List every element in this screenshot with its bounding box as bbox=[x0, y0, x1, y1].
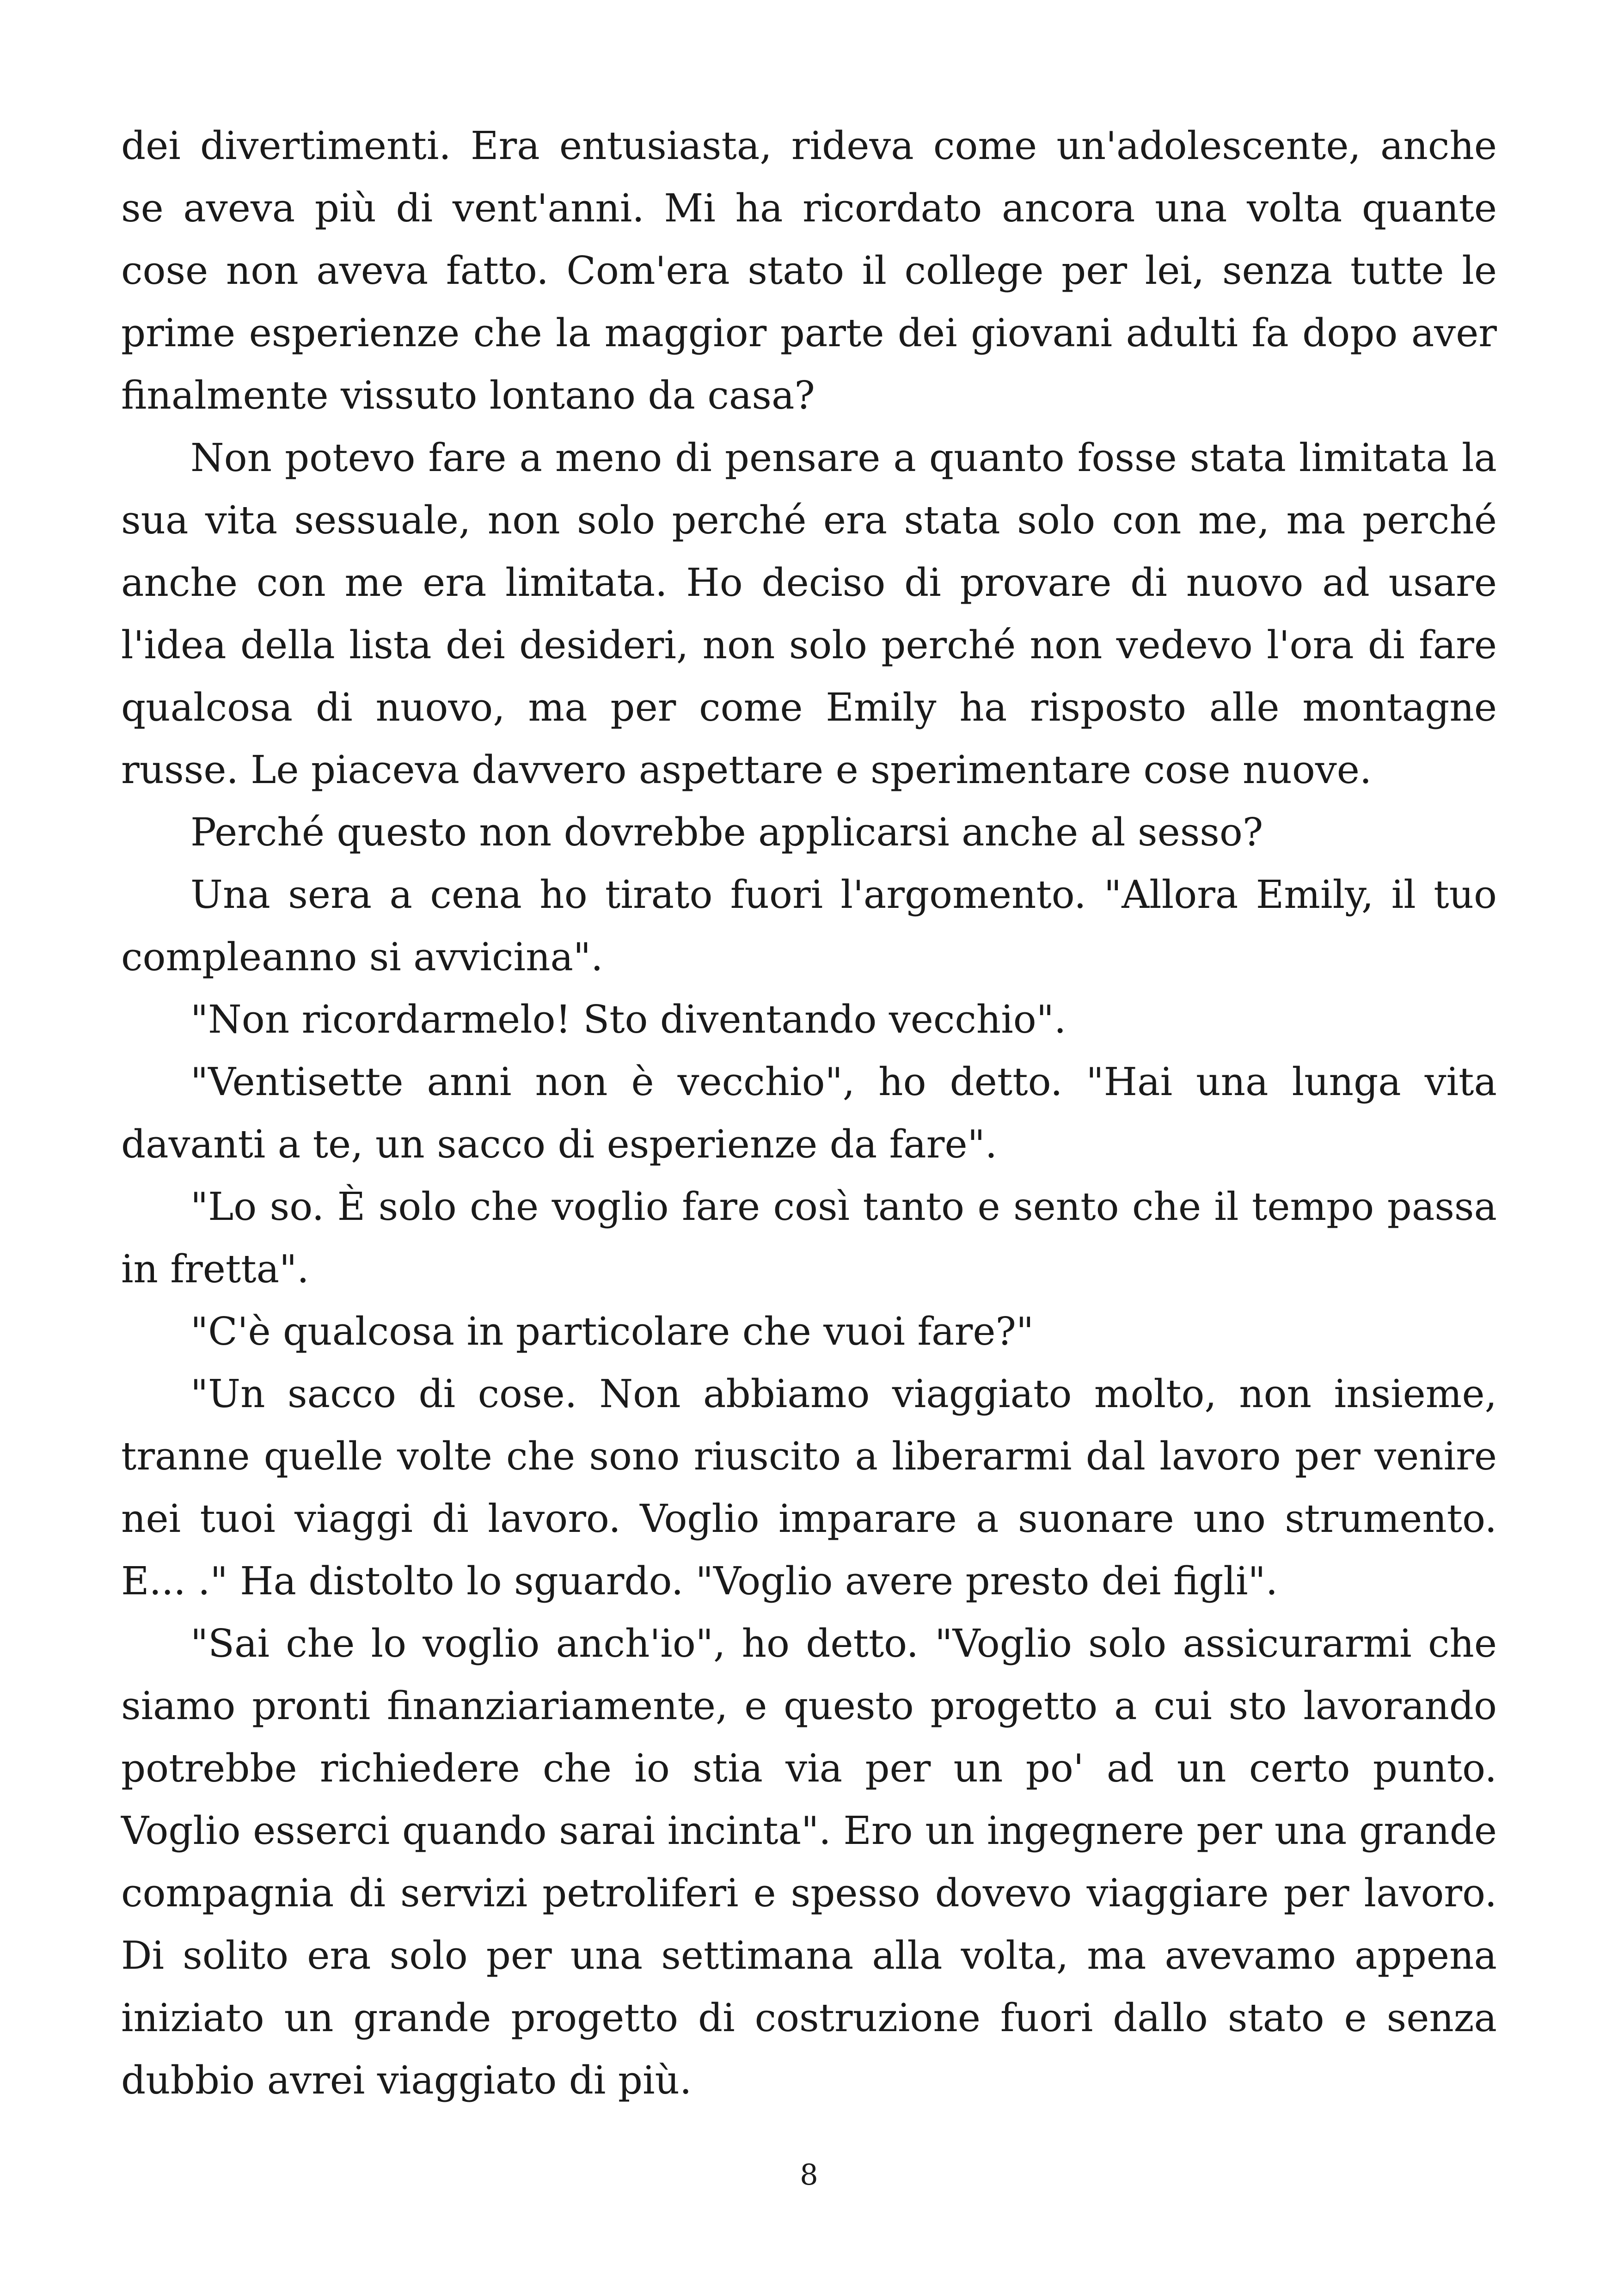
body-text bbox=[121, 115, 1497, 2112]
paragraph-continuation: dei divertimenti. Era entusiasta, rideva come un'adolescente, anche se aveva più di vent'anni. Mi ha ricordato ancora una volta quante cose non aveva fatto. Com'era stato il college per lei, senza tutte le prime esperienze che la maggior parte dei giovani adulti fa dopo aver finalmente vissuto lontano da casa? bbox=[121, 123, 1497, 418]
paragraph: "Lo so. È solo che voglio fare così tanto e sento che il tempo passa in fretta". bbox=[121, 1184, 1497, 1292]
paragraph: Non potevo fare a meno di pensare a quanto fosse stata limitata la sua vita sessuale, non solo perché era stata solo con me, ma perché anche con me era limitata. Ho deciso di provare di nuovo ad usare l'idea della lista dei desideri, non solo perché non vedevo l'ora di fare qualcosa di nuovo, ma per come Emily ha risposto alle montagne russe. Le piaceva davvero aspettare e sperimentare cose nuove. bbox=[121, 435, 1497, 792]
paragraph: "Sai che lo voglio anch'io", ho detto. "Voglio solo assicurarmi che siamo pronti finanziariamente, e questo progetto a cui sto lavorando potrebbe richiedere che io stia via per un po' ad un certo punto. Voglio esserci quando sarai incinta". Ero un ingegnere per una grande compagnia di servizi petroliferi e spesso dovevo viaggiare per lavoro. Di solito era solo per una settimana alla volta, ma avevamo appena iniziato un grande progetto di costruzione fuori dallo stato e senza dubbio avrei viaggiato di più. bbox=[121, 1621, 1497, 2103]
paragraph: "Ventisette anni non è vecchio", ho detto. "Hai una lunga vita davanti a te, un sacco di esperienze da fare". bbox=[121, 1059, 1497, 1167]
paragraph: Perché questo non dovrebbe applicarsi anche al sesso? bbox=[190, 810, 1263, 855]
paragraph: "Un sacco di cose. Non abbiamo viaggiato molto, non insieme, tranne quelle volte che sono riuscito a liberarmi dal lavoro per venire nei tuoi viaggi di lavoro. Voglio imparare a suonare uno strumento. E... ." Ha distolto lo sguardo. "Voglio avere presto dei figli". bbox=[121, 1371, 1497, 1604]
page-number: 8 bbox=[800, 2158, 818, 2192]
paragraph: Una sera a cena ho tirato fuori l'argomento. "Allora Emily, il tuo compleanno si avvicina". bbox=[121, 872, 1497, 980]
paragraph: "C'è qualcosa in particolare che vuoi fare?" bbox=[190, 1309, 1034, 1354]
paragraph: "Non ricordarmelo! Sto diventando vecchio". bbox=[190, 997, 1066, 1042]
